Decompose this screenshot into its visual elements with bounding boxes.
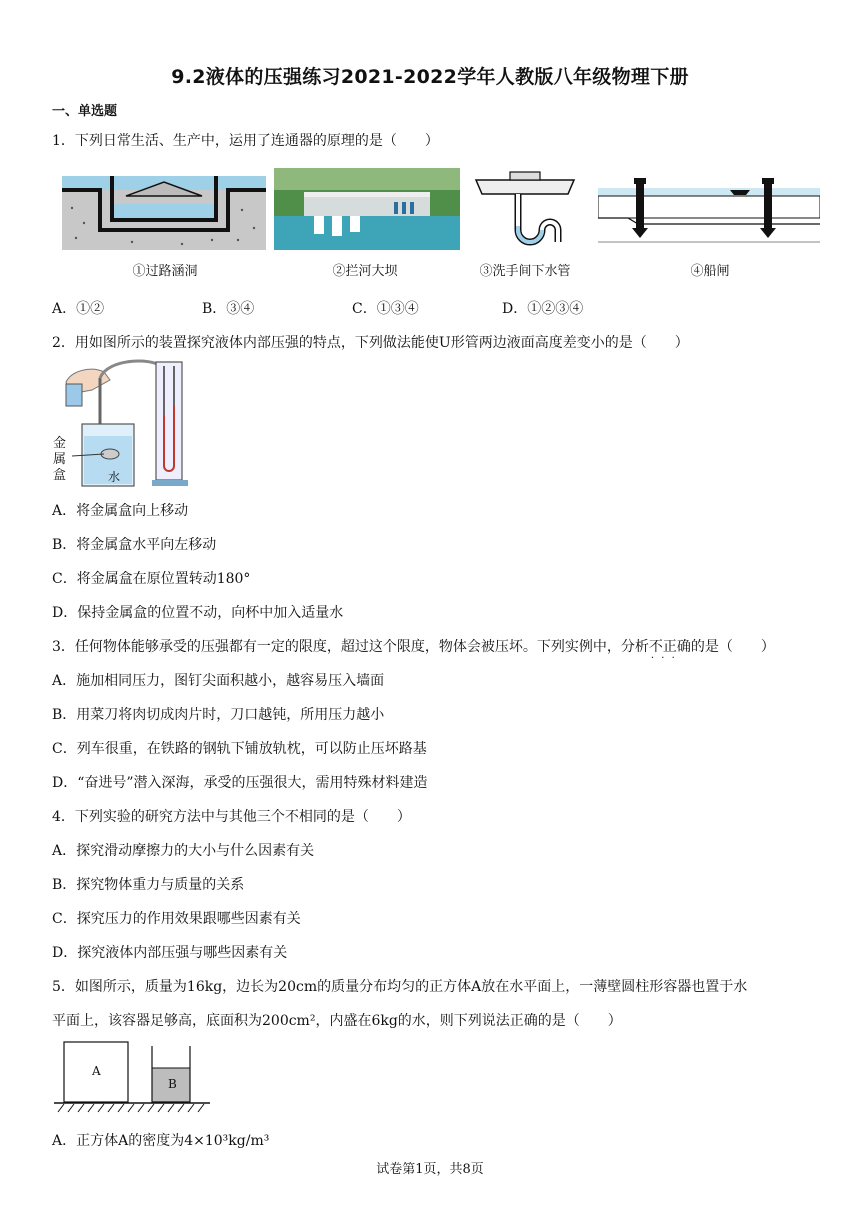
q2-option-c[interactable]: C．将金属盒在原位置转动180° (52, 571, 251, 587)
q5-stem-line2: 平面上，该容器足够高，底面积为200cm²，内盛在6kg的水，则下列说法正确的是（ ） (52, 1013, 622, 1029)
label-metal-box-1: 金 (53, 436, 67, 451)
q1-option-a[interactable]: A．①② (52, 301, 105, 317)
q4-stem: 4．下列实验的研究方法中与其他三个不相同的是（ ） (52, 809, 411, 825)
q2-option-b[interactable]: B．将金属盒水平向左移动 (52, 537, 217, 553)
section-heading: 一、单选题 (52, 104, 118, 119)
caption-sink-pipe: ③洗手间下水管 (479, 264, 571, 279)
caption-culvert: ①过路涵洞 (132, 264, 198, 279)
q4-option-c[interactable]: C．探究压力的作用效果跟哪些因素有关 (52, 911, 301, 927)
q5-stem-line1: 5．如图所示，质量为16kg，边长为20cm的质量分布均匀的正方体A放在水平面上，一薄壁圆柱形容器也置于水 (52, 979, 748, 995)
emphasis-not-correct: 不正确 · · · (649, 639, 691, 655)
q3-option-d[interactable]: D．“奋进号”潜入深海，承受的压强很大，需用特殊材料建造 (52, 775, 428, 791)
q3-option-b[interactable]: B．用菜刀将肉切成肉片时，刀口越钝，所用压力越小 (52, 707, 385, 723)
q1-option-c[interactable]: C．①③④ (352, 301, 419, 317)
sink-figure (470, 170, 580, 252)
q2-option-a[interactable]: A．将金属盒向上移动 (52, 503, 189, 519)
page-title: 9.2液体的压强练习2021-2022学年人教版八年级物理下册 (171, 66, 689, 88)
q3-option-c[interactable]: C．列车很重，在铁路的钢轨下铺放轨枕，可以防止压坏路基 (52, 741, 427, 757)
caption-dam: ②拦河大坝 (332, 264, 398, 279)
label-container-b: B (168, 1077, 177, 1091)
dam-figure (274, 168, 460, 250)
label-cube-a: A (92, 1064, 101, 1078)
q2-stem: 2．用如图所示的装置探究液体内部压强的特点，下列做法能使U形管两边液面高度差变小的是（ ） (52, 335, 689, 351)
q2-option-d[interactable]: D．保持金属盒的位置不动，向杯中加入适量水 (52, 605, 344, 621)
caption-ship-lock: ④船闸 (690, 264, 730, 279)
q1-option-b[interactable]: B．③④ (202, 301, 255, 317)
q5-option-a[interactable]: A．正方体A的密度为4×10³kg/m³ (52, 1133, 270, 1149)
q3-stem: 3．任何物体能够承受的压强都有一定的限度，超过这个限度，物体会被压坏。下列实例中，分析不正确 · · ·的是（ ） (52, 636, 775, 656)
culvert-figure (62, 168, 266, 250)
label-water: 水 (108, 470, 121, 484)
q1-stem: 1．下列日常生活、生产中，运用了连通器的原理的是（ ） (52, 133, 439, 149)
q3-option-a[interactable]: A．施加相同压力，图钉尖面积越小，越容易压入墙面 (52, 673, 385, 689)
cube-container-figure (54, 1040, 210, 1114)
label-metal-box-3: 盒 (53, 468, 67, 483)
q4-option-a[interactable]: A．探究滑动摩擦力的大小与什么因素有关 (52, 843, 315, 859)
pressure-gauge-figure (52, 356, 202, 490)
shiplock-figure (598, 176, 820, 246)
q1-option-d[interactable]: D．①②③④ (502, 301, 584, 317)
q4-option-b[interactable]: B．探究物体重力与质量的关系 (52, 877, 245, 893)
page-footer: 试卷第1页，共8页 (376, 1162, 484, 1177)
label-metal-box-2: 属 (53, 452, 67, 467)
q4-option-d[interactable]: D．探究液体内部压强与哪些因素有关 (52, 945, 288, 961)
